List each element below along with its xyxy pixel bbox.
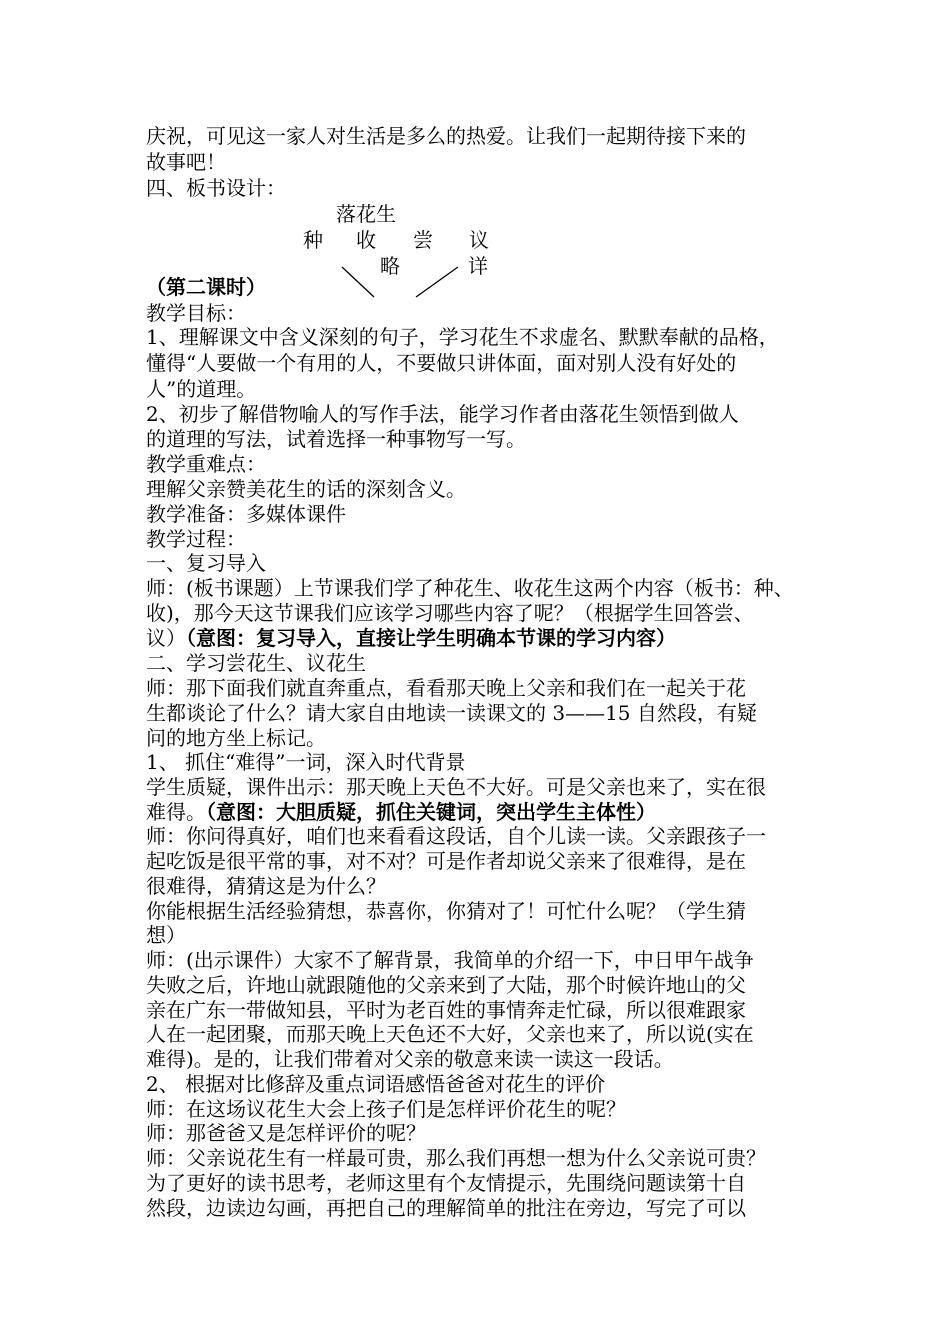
section-heading: 四、板书设计： [146, 176, 286, 200]
text-line: 师：那下面我们就直奔重点，看看那天晚上父亲和我们在一起关于花 [146, 676, 746, 700]
text-line: 亲在广东一带做知县，平时为老百姓的事情奔走忙碌，所以很难跟家 [146, 998, 746, 1022]
text-line: 懂得“人要做一个有用的人，不要做只讲体面，面对别人没有好处的 [146, 351, 737, 375]
text-line: 很难得，猜猜这是为什么？ [146, 874, 386, 898]
text-line: 师：在这场议花生大会上孩子们是怎样评价花生的呢？ [146, 1097, 626, 1121]
text-line: 理解父亲赞美花生的话的深刻含义。 [146, 477, 466, 501]
text-line: 想） [146, 923, 186, 947]
text-line: 你能根据生活经验猜想，恭喜你，你猜对了！可忙什么呢？（学生猜 [146, 899, 746, 923]
section-heading: 二、学习尝花生、议花生 [146, 651, 366, 675]
intent-note: （意图：大胆质疑，抓住关键词，突出学生主体性） [206, 800, 656, 824]
text-line: 起吃饭是很平常的事，对不对？可是作者却说父亲来了很难得，是在 [146, 849, 746, 873]
text-line: 故事吧！ [146, 150, 226, 174]
text-line: 收)，那今天这节课我们应该学习哪些内容了呢？（根据学生回答尝、 [146, 601, 754, 625]
text-line: 师：父亲说花生有一样最可贵，那么我们再想一想为什么父亲说可贵？ [146, 1146, 766, 1170]
text-line: 为了更好的读书思考，老师这里有个友情提示，先围绕问题读第十自 [146, 1171, 746, 1195]
text-line: 师：(板书课题）上节课我们学了种花生、收花生这两个内容（板书：种、 [146, 576, 794, 600]
text-segment: 难得。 [146, 800, 206, 824]
text-line: 教学目标： [146, 301, 246, 325]
text-line: 教学过程： [146, 527, 246, 551]
text-line: 的道理的写法，试着选择一种事物写一写。 [146, 427, 526, 451]
text-segment: 议） [146, 626, 186, 650]
board-word-lue: 略 [380, 254, 400, 278]
lesson-heading: （第二课时） [146, 275, 266, 299]
text-line: 然段，边读边勾画，再把自己的理解简单的批注在旁边，写完了可以 [146, 1196, 746, 1220]
text-line: 师：那爸爸又是怎样评价的呢？ [146, 1121, 426, 1145]
text-line: 学生质疑，课件出示：那天晚上天色不大好。可是父亲也来了，实在很 [146, 775, 766, 799]
board-word-xiang: 详 [468, 254, 488, 278]
text-line: 人”的道理。 [146, 377, 257, 401]
text-line: 难得)。是的，让我们带着对父亲的敬意来读一读这一段话。 [146, 1047, 674, 1071]
text-line: 教学准备：多媒体课件 [146, 502, 346, 526]
text-line: 问的地方坐上标记。 [146, 726, 326, 750]
text-line: 1、理解课文中含义深刻的句子，学习花生不求虚名、默默奉献的品格， [146, 325, 779, 349]
text-line: 一、复习导入 [146, 551, 266, 575]
board-title: 落花生 [336, 202, 396, 226]
text-line: 师：你问得真好，咱们也来看看这段话，自个儿读一读。父亲跟孩子一 [146, 824, 766, 848]
board-word-zhong: 种 [303, 228, 323, 252]
subheading: 1、 抓住“难得”一词，深入时代背景 [146, 750, 466, 774]
text-line: 师：(出示课件）大家不了解背景，我简单的介绍一下，中日甲午战争 [146, 948, 754, 972]
text-line: 生都谈论了什么？请大家自由地读一读课文的 3——15 自然段，有疑 [146, 701, 757, 725]
text-line: 庆祝，可见这一家人对生活是多么的热爱。让我们一起期待接下来的 [146, 124, 746, 148]
board-word-yi: 议 [469, 228, 489, 252]
text-line [146, 625, 826, 651]
board-word-shou: 收 [356, 228, 376, 252]
text-line: 教学重难点： [146, 452, 266, 476]
text-line: 2、初步了解借物喻人的写作手法，能学习作者由落花生领悟到做人 [146, 402, 739, 426]
text-line: 失败之后，许地山就跟随他的父亲来到了大陆，那个时候许地山的父 [146, 973, 746, 997]
text-line: 人在一起团聚，而那天晚上天色还不大好，父亲也来了，所以说(实在 [146, 1022, 754, 1046]
text-line [146, 799, 826, 825]
board-word-chang: 尝 [413, 228, 433, 252]
subheading: 2、 根据对比修辞及重点词语感悟爸爸对花生的评价 [146, 1072, 606, 1096]
intent-note: （意图：复习导入，直接让学生明确本节课的学习内容） [186, 626, 676, 650]
